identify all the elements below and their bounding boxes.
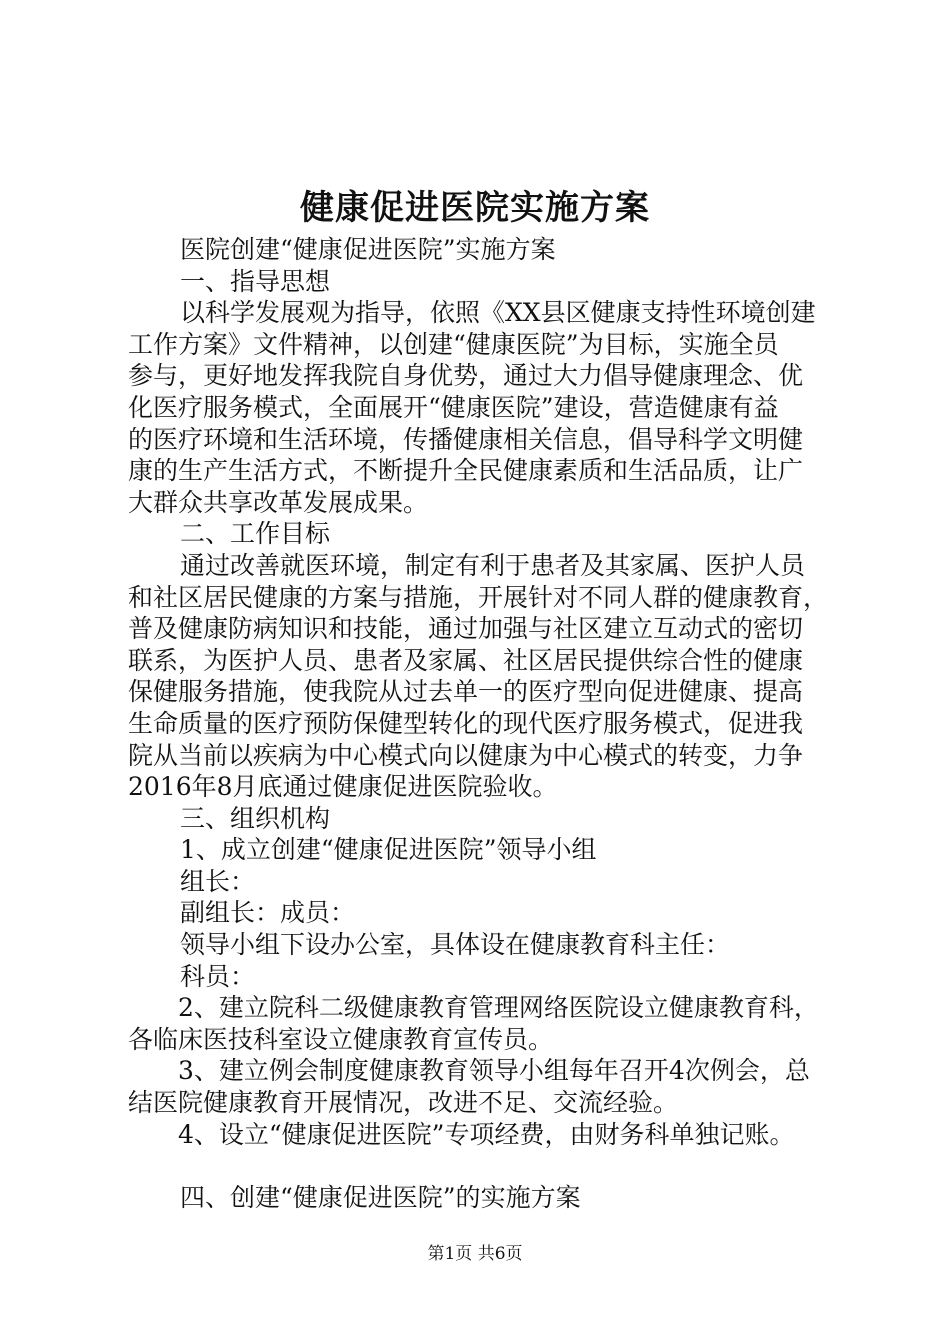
page-footer: 第1页 共6页 <box>427 1244 523 1264</box>
body-line: 2、建立院科二级健康教育管理网络医院设立健康教育科， <box>178 993 819 1023</box>
document-body <box>128 234 836 1213</box>
body-line: 康的生产生活方式，不断提升全民健康素质和生活品质，让广 <box>128 456 804 486</box>
body-line: 副组长：成员： <box>180 898 356 928</box>
body-line: 组长： <box>180 866 256 896</box>
body-line: 参与，更好地发挥我院自身优势，通过大力倡导健康理念、优 <box>128 361 804 391</box>
body-line: 通过改善就医环境，制定有利于患者及其家属、医护人员 <box>180 550 806 580</box>
body-line: 普及健康防病知识和技能，通过加强与社区建立互动式的密切 <box>128 614 804 644</box>
body-line: 化医疗服务模式，全面展开“健康医院”建设，营造健康有益 <box>128 392 779 422</box>
body-line: 联系，为医护人员、患者及家属、社区居民提供综合性的健康 <box>128 645 804 675</box>
document-title: 健康促进医院实施方案 <box>300 188 650 228</box>
body-line: 工作方案》文件精神，以创建“健康医院”为目标，实施全员 <box>128 329 779 359</box>
body-line: 4、设立“健康促进医院”专项经费，由财务科单独记账。 <box>178 1119 795 1149</box>
section-heading: 四、创建“健康促进医院”的实施方案 <box>180 1182 581 1212</box>
body-line: 1、成立创建“健康促进医院”领导小组 <box>180 835 597 865</box>
body-line: 结医院健康教育开展情况，改进不足、交流经验。 <box>128 1088 679 1118</box>
body-line: 和社区居民健康的方案与措施，开展针对不同人群的健康教育， <box>128 582 829 612</box>
section-heading: 二、工作目标 <box>180 519 331 549</box>
body-line: 的医疗环境和生活环境，传播健康相关信息，倡导科学文明健 <box>128 424 804 454</box>
section-heading: 三、组织机构 <box>180 803 331 833</box>
body-line: 大群众共享改革发展成果。 <box>128 487 429 517</box>
body-line: 2016年8月底通过健康促进医院验收。 <box>128 772 558 802</box>
section-heading: 一、指导思想 <box>180 266 331 296</box>
body-line: 生命质量的医疗预防保健型转化的现代医疗服务模式，促进我 <box>128 708 804 738</box>
body-line: 科员： <box>180 961 256 991</box>
body-line: 保健服务措施，使我院从过去单一的医疗型向促进健康、提高 <box>128 677 804 707</box>
body-line: 医院创建“健康促进医院”实施方案 <box>180 235 556 264</box>
body-line: 以科学发展观为指导，依照《XX县区健康支持性环境创建 <box>180 298 816 328</box>
body-line: 各临床医技科室设立健康教育宣传员。 <box>128 1024 554 1054</box>
body-line: 3、建立例会制度健康教育领导小组每年召开4次例会，总 <box>178 1056 810 1086</box>
body-line: 院从当前以疾病为中心模式向以健康为中心模式的转变，力争 <box>128 740 804 770</box>
blank-line <box>128 1150 836 1182</box>
body-line: 领导小组下设办公室，具体设在健康教育科主任： <box>180 930 731 960</box>
